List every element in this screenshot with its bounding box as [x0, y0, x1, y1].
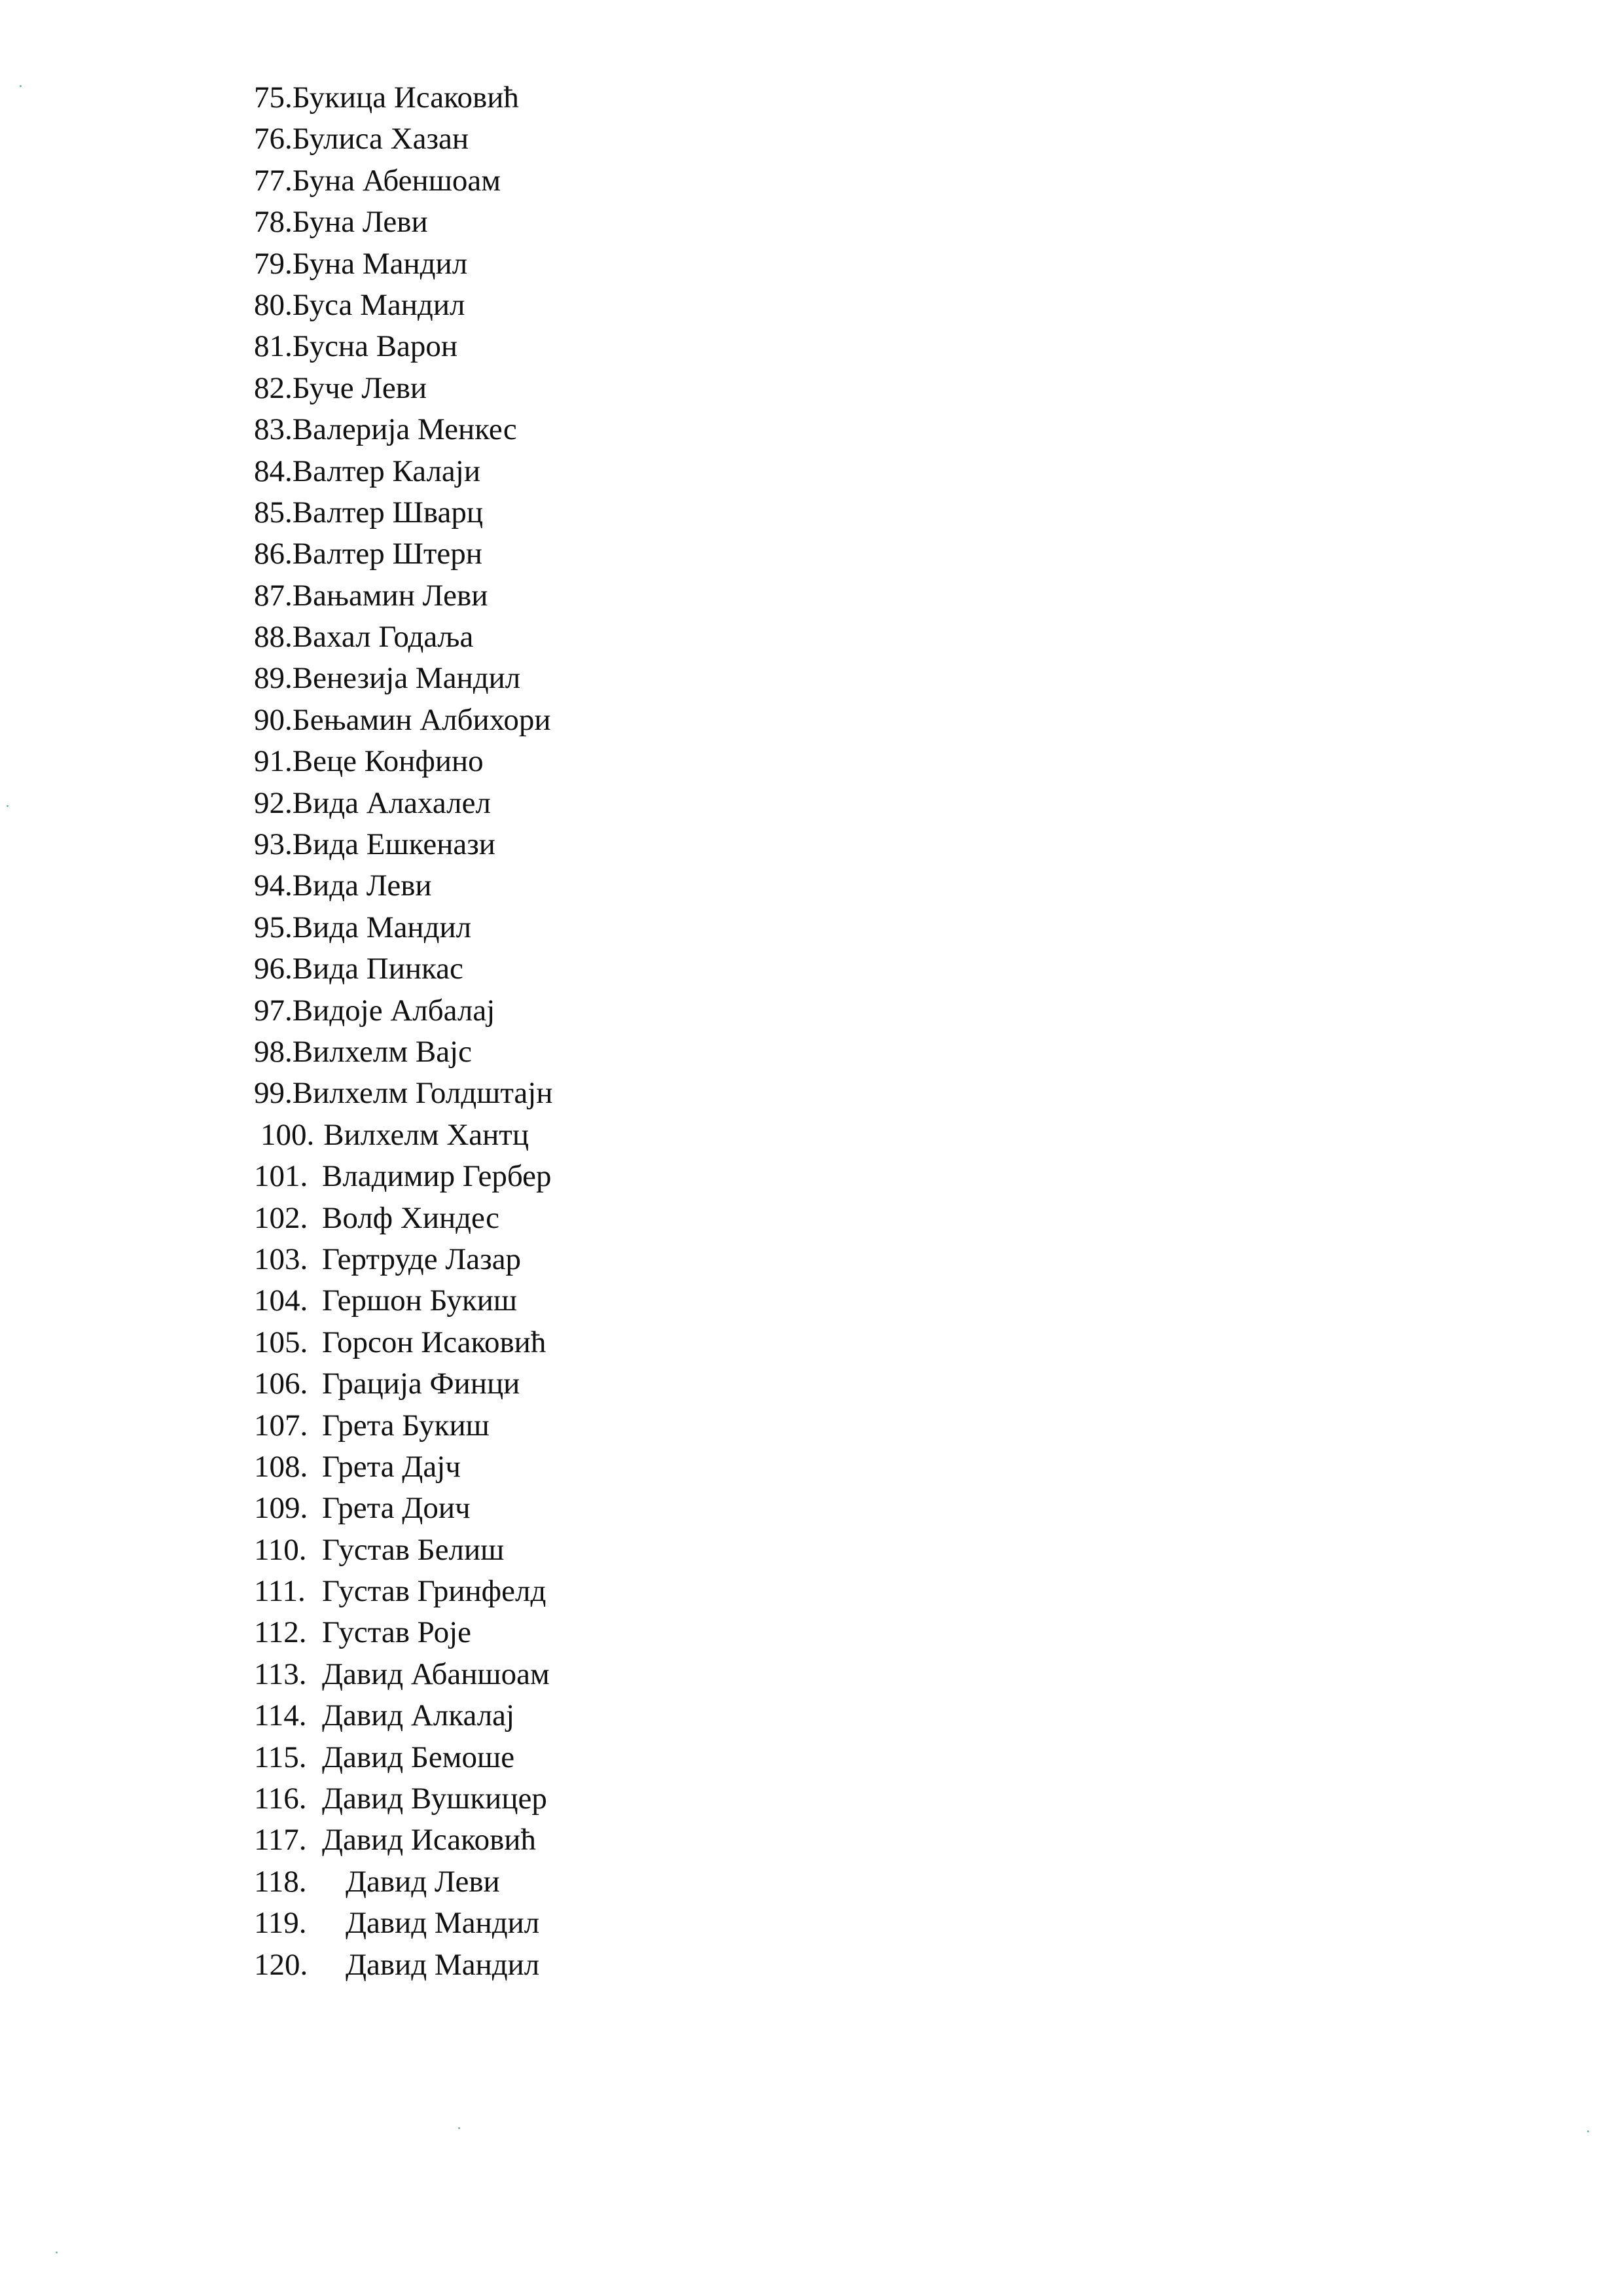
item-number: 75.	[254, 81, 293, 115]
item-number: 115.	[254, 1740, 307, 1774]
list-item	[254, 1115, 1039, 1156]
item-number: 102.	[254, 1200, 308, 1235]
item-number: 112.	[254, 1615, 307, 1650]
list-item	[254, 77, 1039, 118]
item-number: 77.	[254, 163, 293, 198]
item-number: 93.	[254, 827, 293, 862]
item-number: 76.	[254, 122, 293, 156]
list-item	[254, 118, 1039, 160]
item-name: Гершон Букиш	[322, 1283, 518, 1318]
item-name: Венезија Мандил	[292, 661, 521, 696]
item-name: Букица Исаковић	[292, 81, 519, 115]
item-number: 89.	[254, 661, 293, 696]
item-number: 91.	[254, 744, 293, 779]
list-item	[254, 1031, 1039, 1073]
item-name: Вилхелм Голдштајн	[292, 1076, 553, 1111]
list-item	[254, 1156, 1039, 1197]
item-number: 96.	[254, 952, 293, 986]
scan-speck	[1587, 2130, 1589, 2132]
list-item	[254, 700, 1039, 741]
item-number: 83.	[254, 412, 293, 447]
item-name: Вањамин Леви	[292, 578, 488, 613]
list-item	[254, 1778, 1039, 1820]
item-number: 120.	[254, 1947, 308, 1982]
item-name: Буна Мандил	[292, 246, 468, 281]
list-item	[254, 492, 1039, 533]
list-item	[254, 160, 1039, 202]
item-name: Валтер Штерн	[292, 537, 482, 571]
item-number: 105.	[254, 1325, 308, 1359]
item-number: 110.	[254, 1532, 307, 1567]
item-number: 108.	[254, 1449, 308, 1484]
item-number: 117.	[254, 1823, 307, 1857]
item-name: Вилхелм Хантц	[323, 1117, 529, 1152]
item-number: 104.	[254, 1283, 308, 1318]
list-item	[254, 990, 1039, 1031]
item-name: Гертруде Лазар	[322, 1242, 522, 1276]
item-name: Густав Гринфелд	[322, 1574, 546, 1609]
item-name: Вида Мандил	[292, 910, 472, 944]
item-number: 109.	[254, 1491, 308, 1526]
item-name: Грација Финци	[322, 1367, 520, 1401]
list-item	[254, 1571, 1039, 1612]
scan-speck	[458, 2127, 460, 2129]
item-number: 86.	[254, 537, 293, 571]
item-number: 87.	[254, 578, 293, 613]
item-name: Вида Алахалел	[292, 785, 491, 820]
item-number: 97.	[254, 993, 293, 1028]
item-number: 116.	[254, 1782, 307, 1816]
list-item	[254, 1820, 1039, 1861]
item-name: Грета Букиш	[322, 1408, 490, 1443]
item-number: 84.	[254, 454, 293, 488]
item-name: Давид Бемоше	[322, 1740, 515, 1774]
list-item	[254, 368, 1039, 409]
list-item	[254, 658, 1039, 699]
list-item	[254, 824, 1039, 865]
item-number: 94.	[254, 869, 293, 903]
item-name: Валтер Шварц	[292, 495, 483, 529]
item-number: 111.	[254, 1574, 306, 1609]
list-item	[254, 1198, 1039, 1239]
list-item	[254, 1654, 1039, 1695]
item-number: 98.	[254, 1034, 293, 1069]
list-item	[254, 1280, 1039, 1321]
list-item	[254, 575, 1039, 617]
list-item	[254, 783, 1039, 824]
list-item	[254, 202, 1039, 243]
item-number: 107.	[254, 1408, 308, 1443]
item-number: 85.	[254, 495, 293, 529]
list-item	[254, 1446, 1039, 1488]
list-item	[254, 1073, 1039, 1114]
list-item	[254, 865, 1039, 906]
item-name: Вахал Годаља	[292, 620, 474, 655]
item-name: Веце Конфино	[292, 744, 484, 779]
item-number: 114.	[254, 1698, 307, 1733]
item-number: 95.	[254, 910, 293, 944]
list-item	[254, 1239, 1039, 1280]
list-item	[254, 1363, 1039, 1405]
item-name: Валтер Калаји	[292, 454, 481, 488]
item-number: 79.	[254, 246, 293, 281]
item-name: Горсон Исаковић	[322, 1325, 546, 1359]
list-item	[254, 1488, 1039, 1529]
item-name: Вида Пинкас	[292, 952, 463, 986]
list-item	[254, 451, 1039, 492]
list-item	[254, 1695, 1039, 1736]
item-number: 118.	[254, 1864, 307, 1899]
item-number: 106.	[254, 1367, 308, 1401]
list-item	[254, 617, 1039, 658]
item-number: 90.	[254, 702, 293, 737]
list-item	[254, 533, 1039, 575]
list-item	[254, 1322, 1039, 1363]
list-item	[254, 243, 1039, 285]
item-number: 88.	[254, 620, 293, 655]
list-item	[254, 1530, 1039, 1571]
list-item	[254, 1405, 1039, 1446]
scan-speck	[56, 2251, 58, 2253]
item-number: 100.	[260, 1117, 315, 1152]
list-item	[254, 741, 1039, 782]
item-name: Валерија Менкес	[292, 412, 517, 447]
item-name: Грета Дајч	[322, 1449, 461, 1484]
item-name: Вида Леви	[292, 869, 432, 903]
item-number: 78.	[254, 205, 293, 240]
scan-speck	[7, 805, 9, 807]
item-name: Видоје Албалај	[292, 993, 495, 1028]
item-name: Булиса Хазан	[292, 122, 469, 156]
list-item	[254, 907, 1039, 948]
item-number: 119.	[254, 1906, 307, 1941]
item-name: Давид Мандил	[346, 1906, 540, 1941]
item-name: Давид Исаковић	[322, 1823, 536, 1857]
item-number: 80.	[254, 287, 293, 322]
item-name: Давид Мандил	[346, 1947, 540, 1982]
item-name: Давид Алкалај	[322, 1698, 515, 1733]
list-item	[254, 285, 1039, 326]
item-name: Буна Абеншоам	[292, 163, 501, 198]
list-item	[254, 1903, 1039, 1944]
list-item	[254, 1861, 1039, 1903]
item-name: Грета Доич	[322, 1491, 471, 1526]
list-item	[254, 948, 1039, 990]
list-item	[254, 326, 1039, 367]
item-name: Бусна Варон	[292, 329, 458, 364]
item-name: Вида Ешкенази	[292, 827, 495, 862]
item-number: 99.	[254, 1076, 293, 1111]
item-number: 81.	[254, 329, 293, 364]
item-number: 92.	[254, 785, 293, 820]
list-item	[254, 1612, 1039, 1653]
list-item	[254, 409, 1039, 450]
list-item	[254, 1945, 1039, 1986]
item-number: 113.	[254, 1657, 307, 1691]
name-list	[254, 77, 1039, 1986]
item-name: Волф Хиндес	[322, 1200, 499, 1235]
item-name: Владимир Гербер	[322, 1159, 552, 1194]
item-name: Буче Леви	[292, 370, 427, 405]
item-name: Давид Вушкицер	[322, 1782, 547, 1816]
item-number: 103.	[254, 1242, 308, 1276]
scan-speck	[20, 85, 22, 87]
item-name: Буна Леви	[292, 205, 428, 240]
item-name: Давид Абаншоам	[322, 1657, 550, 1691]
item-number: 101.	[254, 1159, 308, 1194]
item-name: Бењамин Албихори	[292, 702, 551, 737]
item-name: Давид Леви	[346, 1864, 500, 1899]
item-name: Буса Мандил	[292, 287, 465, 322]
item-number: 82.	[254, 370, 293, 405]
item-name: Вилхелм Вајс	[292, 1034, 472, 1069]
item-name: Густав Белиш	[322, 1532, 505, 1567]
list-item	[254, 1737, 1039, 1778]
item-name: Густав Роје	[322, 1615, 472, 1650]
